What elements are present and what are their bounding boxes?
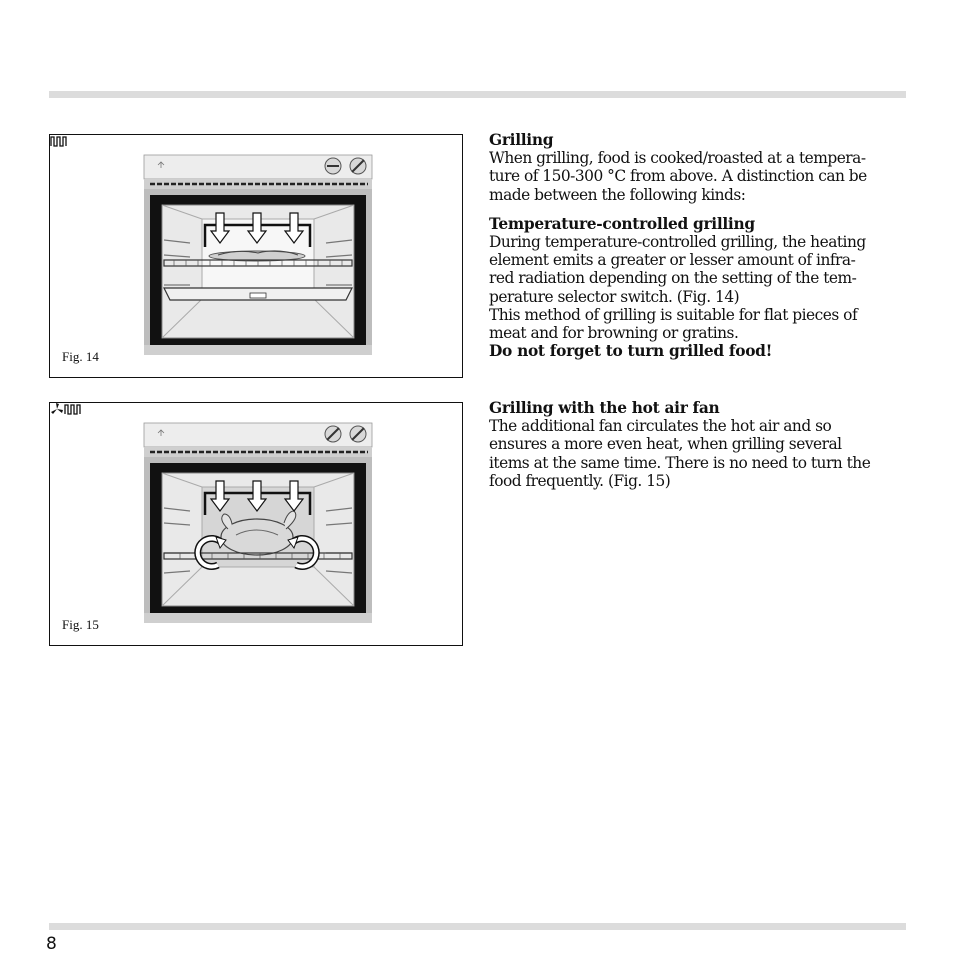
subsection-heading: Temperature-controlled grilling bbox=[489, 214, 755, 233]
paragraph-line: made between the following kinds: bbox=[489, 185, 746, 204]
paragraph-line: meat and for browning or gratins. bbox=[489, 324, 739, 343]
header-rule bbox=[49, 91, 906, 98]
paragraph-line: During temperature-controlled grilling, the heating bbox=[489, 233, 866, 252]
paragraph-line: items at the same time. There is no need to turn the bbox=[489, 453, 871, 472]
figure-caption: Fig. 14 bbox=[62, 349, 99, 364]
paragraph-line: element emits a greater or lesser amount of infra- bbox=[489, 251, 856, 270]
section-heading: Grilling bbox=[489, 131, 554, 149]
figure-15 bbox=[49, 402, 463, 646]
paragraph-line: ture of 150-300 °C from above. A distinction can be bbox=[489, 167, 867, 186]
page-number: 8 bbox=[46, 934, 57, 954]
oven-illustration-fan-grill bbox=[50, 403, 464, 647]
section-heading: Grilling with the hot air fan bbox=[489, 399, 720, 417]
paragraph-line: This method of grilling is suitable for flat pieces of bbox=[489, 305, 858, 324]
paragraph-line: The additional fan circulates the hot air and so bbox=[489, 417, 832, 436]
paragraph-line: ensures a more even heat, when grilling several bbox=[489, 435, 842, 454]
paragraph-line: red radiation depending on the setting of the tem- bbox=[489, 269, 857, 288]
figure-14 bbox=[49, 134, 463, 378]
oven-illustration-grill bbox=[50, 135, 464, 379]
section-grilling-hot-air-fan bbox=[489, 399, 909, 490]
paragraph-line: food frequently. (Fig. 15) bbox=[489, 471, 671, 490]
warning-note: Do not forget to turn grilled food! bbox=[489, 342, 773, 361]
paragraph-line: perature selector switch. (Fig. 14) bbox=[489, 287, 740, 306]
paragraph-line: When grilling, food is cooked/roasted at a tempera- bbox=[489, 149, 866, 168]
figure-caption: Fig. 15 bbox=[62, 617, 99, 632]
footer-rule bbox=[49, 923, 906, 930]
section-grilling bbox=[489, 131, 909, 360]
